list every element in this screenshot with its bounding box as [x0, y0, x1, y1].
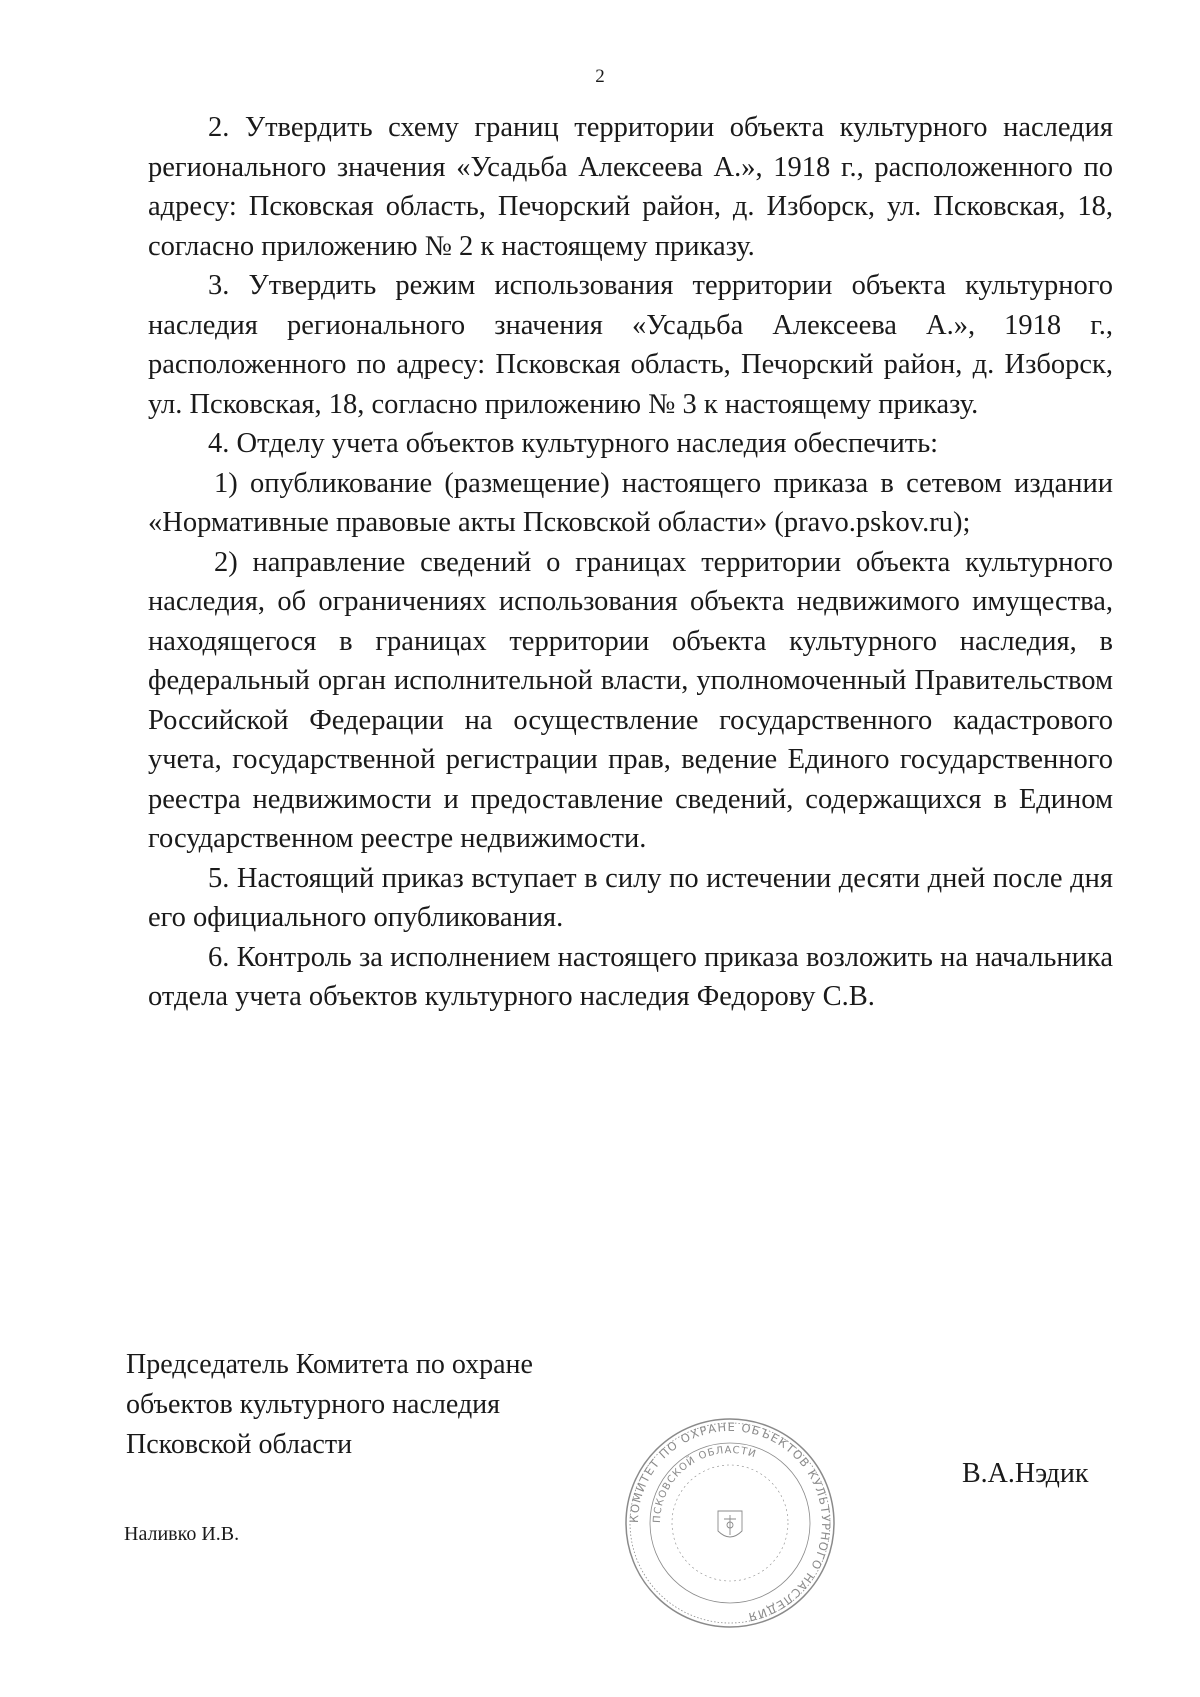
- seal-inner-text: ПСКОВСКОЙ ОБЛАСТИ: [651, 1444, 758, 1524]
- clause-4-item-1: 1) опубликование (размещение) настоящего приказа в сетевом издании «Нормативные правовые акты Псковской области» (pravo.pskov.ru);: [148, 467, 1113, 538]
- official-seal: [622, 1415, 838, 1631]
- coat-of-arms-icon: [718, 1511, 742, 1537]
- signatory-position-line: Председатель Комитета по охране: [126, 1349, 533, 1380]
- clause-2: 2. Утвердить схему границ территории объекта культурного наследия регионального значения «Усадьба Алексеева А.», 1918 г., расположенного по адресу: Псковская область, Печорский район, д. Изборск, ул. Псковская, 18, согласно приложению № 2 к настоящему приказу.: [148, 112, 1113, 262]
- clause-6: 6. Контроль за исполнением настоящего приказа возложить на начальника отдела учета объектов культурного наследия Федорову С.В.: [148, 941, 1113, 1012]
- clause-4-item-2: 2) направление сведений о границах территории объекта культурного наследия, об ограничениях использования объекта недвижимого имущества, находящегося в границах территории объекта культурного наследия, в федеральный орган исполнительной власти, уполномоченный Правительством Российской Федерации на осуществление государственного кадастрового учета, государственной регистрации прав, ведение Единого государственного реестра недвижимости и предоставление сведений, содержащихся в Едином государственном реестре недвижимости.: [148, 546, 1113, 854]
- document-body: [148, 108, 1113, 1017]
- signatory-name: В.А.Нэдик: [962, 1458, 1089, 1489]
- executor-name: Наливко И.В.: [124, 1523, 240, 1545]
- signatory-position: [126, 1345, 533, 1465]
- clause-4: 4. Отделу учета объектов культурного наследия обеспечить:: [208, 428, 939, 459]
- signatory-position-line: объектов культурного наследия: [126, 1389, 501, 1420]
- clause-3: 3. Утвердить режим использования территории объекта культурного наследия регионального значения «Усадьба Алексеева А.», 1918 г., расположенного по адресу: Псковская область, Печорский район, д. Изборск, ул. Псковская, 18, согласно приложению № 3 к настоящему приказу.: [148, 270, 1113, 420]
- signatory-position-line: Псковской области: [126, 1429, 353, 1460]
- page-number: 2: [595, 66, 605, 87]
- clause-5: 5. Настоящий приказ вступает в силу по истечении десяти дней после дня его официального опубликования.: [148, 862, 1113, 933]
- seal-outer-text: КОМИТЕТ ПО ОХРАНЕ ОБЪЕКТОВ КУЛЬТУРНОГО НАСЛЕДИЯ: [626, 1419, 834, 1625]
